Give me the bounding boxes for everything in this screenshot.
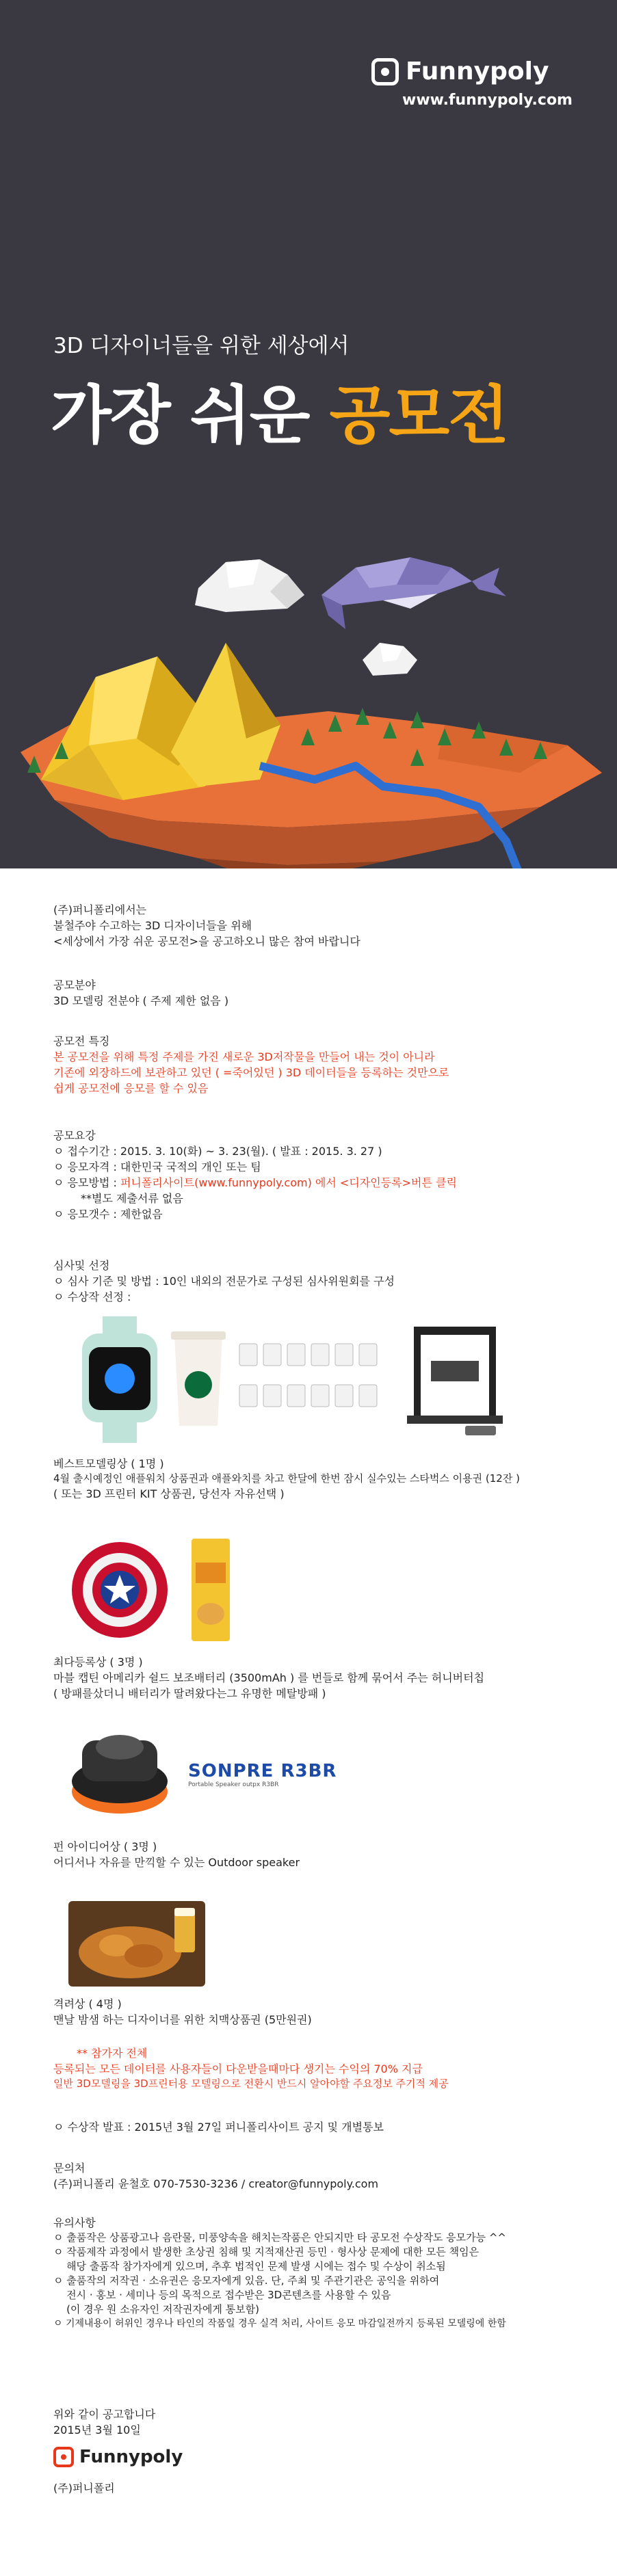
best-prize-label: 베스트모델링상 ( 1명 ) — [53, 1457, 164, 1470]
closing-line: 위와 같이 공고합니다 — [53, 2408, 156, 2421]
brand-name: Funnypoly — [406, 57, 549, 85]
intro-line: 불철주야 수고하는 3D 디자이너들을 위해 — [53, 919, 252, 932]
judging-criteria: ㅇ 심사 기준 및 방법 : 10인 내외의 전문가로 구성된 심사위원회를 구성 — [53, 1275, 395, 1288]
outline-section — [53, 1127, 587, 1221]
fun-prize-desc: 어디서나 자유를 만끽할 수 있는 Outdoor speaker — [53, 1856, 300, 1869]
closing-date: 2015년 3월 10일 — [53, 2424, 141, 2436]
company-name: (주)퍼니폴리 — [53, 2482, 115, 2495]
speaker-icon — [68, 1727, 178, 1822]
section-title: 문의처 — [53, 2162, 86, 2175]
funnypoly-logo-icon — [53, 2447, 74, 2467]
note-line: 전시 · 홍보 · 세미나 등의 목적으로 접수받은 3D콘텐츠를 사용할 수 있음 — [53, 2289, 391, 2301]
chicken-beer-icon — [68, 1901, 205, 1987]
most-prize-desc: 마블 캡틴 아메리카 쉴드 보조배터리 (3500mAh ) 를 번들로 함께 묶어서 주는 허니버터칩 — [53, 1671, 485, 1684]
outline-method — [53, 1174, 587, 1190]
encourage-prize-label: 격려상 ( 4명 ) — [53, 1997, 122, 2010]
contact-section — [53, 2160, 587, 2191]
note-line: ㅇ 출품작의 저작권 · 소유권은 응모자에게 있음. 단, 주최 및 주관기관은 공익을 위하여 — [53, 2274, 440, 2287]
headline-accent: 공모전 — [329, 379, 508, 452]
speaker-brand — [188, 1761, 337, 1788]
intro-line: <세상에서 가장 쉬운 공모전>을 공고하오니 많은 참여 바랍니다 — [53, 935, 360, 948]
all-entrants-line: 일반 3D모델링을 3D프린터용 모델링으로 전환시 반드시 알아야할 주요정보 주기적 제공 — [53, 2077, 449, 2090]
note-line: 해당 출품작 참가자에게 있으며, 추후 법적인 문제 발생 시에는 접수 및 수상이 취소됨 — [53, 2260, 446, 2272]
lowpoly-island-illustration — [0, 520, 617, 868]
section-title: 공모전 특징 — [53, 1035, 110, 1048]
section-title: 유의사항 — [53, 2216, 96, 2229]
fun-prize — [53, 1838, 587, 1870]
judging-section — [53, 1257, 587, 1304]
hero-banner — [0, 0, 617, 868]
note-line: ㅇ 작품제작 과정에서 발생한 초상권 침해 및 지적재산권 등민 · 형사상 문제에 대한 모든 책임은 — [53, 2246, 480, 2258]
notes-section — [53, 2214, 587, 2330]
starbucks-cup-icon — [171, 1331, 226, 1426]
best-prize — [53, 1455, 587, 1501]
method-note: **별도 제출서류 없음 — [81, 1192, 183, 1205]
all-entrants-section — [53, 2045, 587, 2090]
contact-value[interactable]: (주)퍼니폴리 윤철호 070-7530-3236 / creator@funnypoly.com — [53, 2177, 379, 2190]
feature-section — [53, 1033, 587, 1096]
speaker-brand-name: SONPRE R3BR — [188, 1761, 337, 1781]
outline-period: ㅇ 접수기간 : 2015. 3. 10(화) ~ 3. 23(월). ( 발표 : 2015. 3. 27 ) — [53, 1145, 382, 1158]
funnypoly-logo-icon — [371, 58, 399, 85]
most-prize-images — [68, 1535, 233, 1645]
brand-logo[interactable] — [371, 57, 549, 85]
all-entrants-title: ** 참가자 전체 — [77, 2047, 148, 2060]
honey-butter-chips-icon — [192, 1539, 230, 1641]
closing-section — [53, 2406, 587, 2437]
captain-shield-icon — [72, 1542, 168, 1638]
section-title: 공모분야 — [53, 979, 96, 992]
judging-selection: ㅇ 수상작 선정 : — [53, 1290, 131, 1303]
announce-section — [53, 2119, 587, 2134]
encourage-prize-desc: 맨날 밤샘 하는 디자이너를 위한 치맥상품권 (5만원권) — [53, 2013, 312, 2026]
fun-prize-label: 펀 아이디어상 ( 3명 ) — [53, 1840, 157, 1853]
all-entrants-line: 등록되는 모든 데이터를 사용자들이 다운받을때마다 생기는 수익의 70% 지급 — [53, 2062, 423, 2075]
feature-line: 쉽게 공모전에 응모를 할 수 있음 — [53, 1082, 209, 1095]
feature-line: 본 공모전을 위해 특정 주제를 가진 새로운 3D저작물을 만들어 내는 것이 아니라 — [53, 1050, 435, 1063]
most-prize — [53, 1654, 587, 1701]
cloud-icon — [363, 643, 417, 676]
note-line: ㅇ 기제내용이 허위인 경우나 타인의 작품일 경우 실격 처리, 사이트 응모 마감일전까지 등록된 모델링에 한함 — [53, 2318, 506, 2329]
note-line: ㅇ 출품작은 상품광고나 음란물, 미풍양속을 해치는작품은 안되지만 타 공모전 수상작도 응모가능 ^^ — [53, 2231, 506, 2244]
outline-eligibility: ㅇ 응모자격 : 대한민국 국적의 개인 또는 팀 — [53, 1160, 261, 1173]
intro-line: (주)퍼니폴리에서는 — [53, 903, 147, 916]
headline-white: 가장 쉬운 — [51, 379, 330, 452]
whale-icon — [321, 557, 506, 629]
feature-line: 기존에 외장하드에 보관하고 있던 ( =죽어있던 ) 3D 데이터들을 등록하는 것만으로 — [53, 1066, 449, 1079]
encourage-prize — [53, 1995, 587, 2027]
hero-headline — [51, 365, 508, 455]
best-prize-option: ( 또는 3D 프린터 KIT 상품권, 당선자 자유선택 ) — [53, 1487, 285, 1500]
speaker-brand-sub: Portable Speaker outpx R3BR — [188, 1781, 279, 1788]
method-prefix: ㅇ 응모방법 : — [53, 1176, 120, 1189]
field-section — [53, 977, 587, 1008]
apple-watch-icon — [82, 1316, 157, 1443]
company-section — [53, 2480, 587, 2495]
footer-brand-name: Funnypoly — [79, 2447, 183, 2467]
site-url[interactable]: www.funnypoly.com — [402, 92, 573, 109]
cloud-icon — [195, 559, 304, 612]
section-title: 공모요강 — [53, 1129, 96, 1142]
most-prize-note: ( 방패를샀더니 배터리가 딸려왔다는그 유명한 메탈방패 ) — [53, 1687, 326, 1700]
announce-line: ㅇ 수상작 발표 : 2015년 3월 27일 퍼니폴리사이트 공지 및 개별통보 — [53, 2121, 384, 2134]
most-prize-label: 최다등록상 ( 3명 ) — [53, 1656, 143, 1669]
intro-section — [53, 901, 587, 948]
method-link[interactable]: 퍼니폴리사이트(www.funnypoly.com) 에서 <디자인등록>버튼 클릭 — [120, 1176, 457, 1189]
3d-printer-icon — [404, 1320, 506, 1439]
coffee-cups-icon — [239, 1344, 377, 1407]
note-line: (이 경우 원 소유자인 저작권자에게 통보함) — [53, 2303, 259, 2315]
field-value: 3D 모델링 전분야 ( 주제 제한 없음 ) — [53, 994, 229, 1007]
outline-count: ㅇ 응모갯수 : 제한없음 — [53, 1208, 163, 1221]
section-title: 심사및 선정 — [53, 1259, 110, 1272]
best-prize-desc: 4월 출시예정인 애플워치 상품권과 애플와치를 차고 한달에 한번 잠시 실수있는 스타벅스 이용권 (12잔 ) — [53, 1472, 520, 1485]
hero-tagline: 3D 디자이너들을 위한 세상에서 — [53, 334, 350, 358]
footer-logo — [53, 2447, 183, 2467]
